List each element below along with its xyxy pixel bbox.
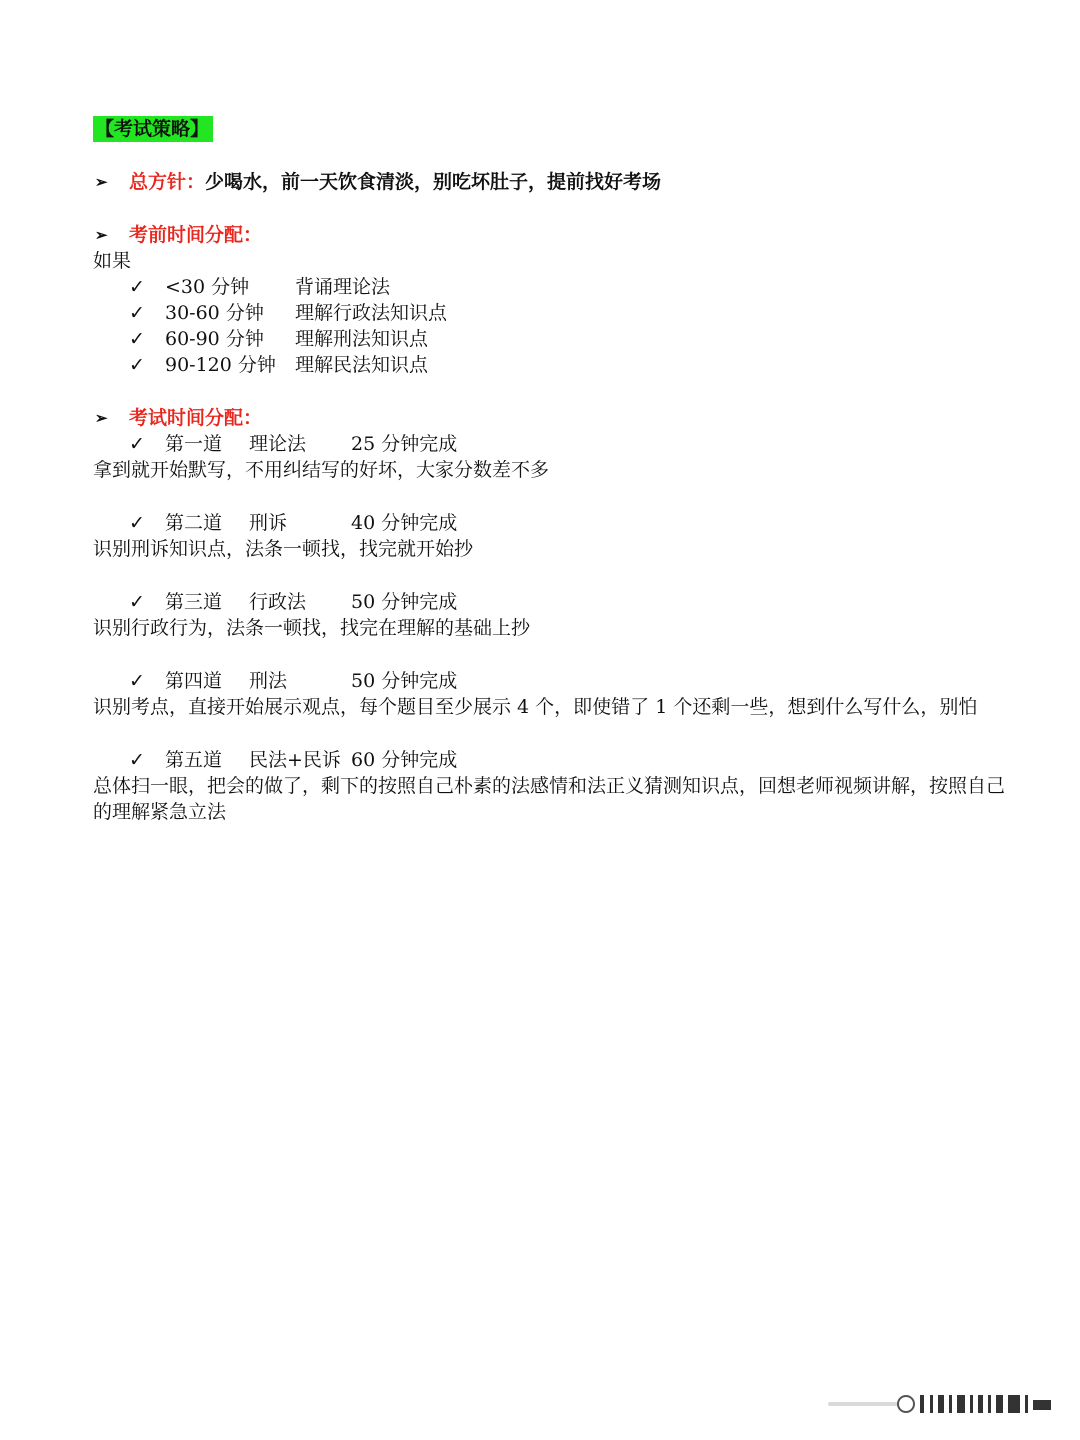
checkmark-icon: ✓ bbox=[129, 328, 145, 350]
arrow-bullet-icon: ➢ bbox=[95, 409, 108, 427]
arrow-bullet-icon: ➢ bbox=[95, 226, 108, 244]
question-time: 50 分钟完成 bbox=[351, 591, 458, 613]
pre-exam-label: 考前时间分配： bbox=[129, 224, 263, 246]
exam-heading bbox=[93, 405, 1013, 431]
question-subject: 行政法 bbox=[249, 591, 307, 613]
pre-exam-time: 60-90 分钟 bbox=[165, 328, 264, 350]
checkmark-icon: ✓ bbox=[129, 749, 145, 771]
policy-row bbox=[93, 169, 1013, 195]
question-subject: 理论法 bbox=[249, 433, 307, 455]
pre-exam-task: 理解行政法知识点 bbox=[295, 302, 448, 324]
question-note: 识别考点，直接开始展示观点，每个题目至少展示 4 个，即使错了 1 个还剩一些，想到什么写什么，别怕 bbox=[93, 696, 978, 718]
exam-question-row bbox=[93, 668, 1013, 694]
document-body bbox=[93, 116, 1013, 825]
exam-question-row bbox=[93, 589, 1013, 615]
pre-exam-time: <30 分钟 bbox=[165, 276, 250, 298]
pre-exam-task: 理解刑法知识点 bbox=[295, 328, 429, 350]
pre-exam-section bbox=[93, 222, 1013, 378]
question-order: 第五道 bbox=[165, 749, 223, 771]
checkmark-icon: ✓ bbox=[129, 276, 145, 298]
checkmark-icon: ✓ bbox=[129, 433, 145, 455]
policy-text: 少喝水，前一天饮食清淡，别吃坏肚子，提前找好考场 bbox=[205, 171, 662, 193]
policy-label: 总方针： bbox=[129, 171, 206, 193]
exam-question-row bbox=[93, 510, 1013, 536]
question-subject: 民法+民诉 bbox=[249, 749, 341, 771]
checkmark-icon: ✓ bbox=[129, 302, 145, 324]
pre-exam-item bbox=[93, 300, 1013, 326]
question-order: 第三道 bbox=[165, 591, 223, 613]
pre-exam-heading bbox=[93, 222, 1013, 248]
question-time: 50 分钟完成 bbox=[351, 670, 458, 692]
exam-question-row bbox=[93, 747, 1013, 773]
question-time: 25 分钟完成 bbox=[351, 433, 458, 455]
pre-exam-item bbox=[93, 326, 1013, 352]
question-time: 40 分钟完成 bbox=[351, 512, 458, 534]
question-subject: 刑诉 bbox=[249, 512, 288, 534]
checkmark-icon: ✓ bbox=[129, 512, 145, 534]
pre-exam-intro: 如果 bbox=[93, 250, 132, 272]
pre-exam-time: 90-120 分钟 bbox=[165, 354, 276, 376]
checkmark-icon: ✓ bbox=[129, 354, 145, 376]
document-title: 【考试策略】 bbox=[93, 116, 213, 142]
question-note: 识别行政行为，法条一顿找，找完在理解的基础上抄 bbox=[93, 617, 531, 639]
question-note: 总体扫一眼，把会的做了，剩下的按照自己朴素的法感情和法正义猜测知识点，回想老师视频讲解，按照自己的理解紧急立法 bbox=[93, 775, 1006, 823]
policy-section bbox=[93, 169, 1013, 195]
question-note: 识别刑诉知识点，法条一顿找，找完就开始抄 bbox=[93, 538, 474, 560]
question-subject: 刑法 bbox=[249, 670, 288, 692]
pre-exam-task: 理解民法知识点 bbox=[295, 354, 429, 376]
exam-label: 考试时间分配： bbox=[129, 407, 263, 429]
pre-exam-time: 30-60 分钟 bbox=[165, 302, 264, 324]
question-order: 第四道 bbox=[165, 670, 223, 692]
watermark-logo bbox=[828, 1394, 1058, 1414]
exam-question-row bbox=[93, 431, 1013, 457]
question-order: 第二道 bbox=[165, 512, 223, 534]
checkmark-icon: ✓ bbox=[129, 591, 145, 613]
question-note: 拿到就开始默写，不用纠结写的好坏，大家分数差不多 bbox=[93, 459, 550, 481]
question-time: 60 分钟完成 bbox=[351, 749, 458, 771]
exam-section bbox=[93, 405, 1013, 825]
question-order: 第一道 bbox=[165, 433, 223, 455]
checkmark-icon: ✓ bbox=[129, 670, 145, 692]
pre-exam-task: 背诵理论法 bbox=[295, 276, 391, 298]
pre-exam-item bbox=[93, 274, 1013, 300]
arrow-bullet-icon: ➢ bbox=[95, 173, 108, 191]
pre-exam-item bbox=[93, 352, 1013, 378]
